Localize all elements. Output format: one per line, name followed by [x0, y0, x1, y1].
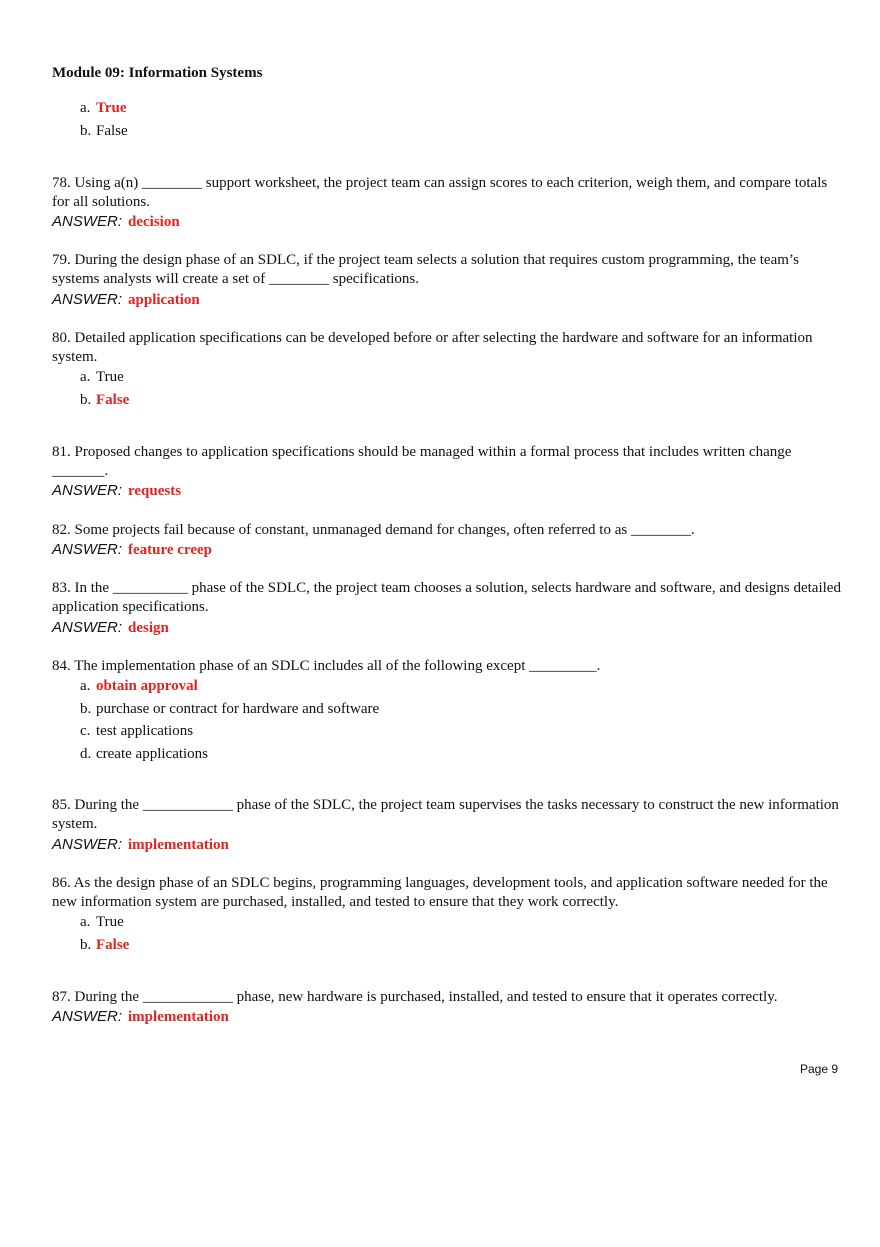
option-a: a. obtain approval [80, 678, 198, 694]
answer-83: ANSWER: design [52, 619, 169, 636]
option-b: b. False [80, 392, 130, 408]
answer-85: ANSWER: implementation [52, 836, 229, 853]
correct-option: False [96, 392, 130, 408]
correct-option: True [96, 100, 127, 116]
question-81: 81. Proposed changes to application specifications should be managed within a formal process that includes written change _______. [52, 444, 792, 479]
question-79: 79. During the design phase of an SDLC, if the project team selects a solution that requires custom programming, the team’s systems analysts will create a set of ________ specifications. [52, 252, 799, 287]
option-a: a. True [80, 369, 124, 385]
question-83: 83. In the __________ phase of the SDLC, the project team chooses a solution, selects hardware and software, and designs detailed application specifications. [52, 580, 841, 615]
answer-78: ANSWER: decision [52, 213, 180, 230]
answer-79: ANSWER: application [52, 291, 200, 308]
page-number: Page 9 [800, 1062, 839, 1076]
question-87: 87. During the ____________ phase, new hardware is purchased, installed, and tested to ensure that it operates correctly. [52, 989, 778, 1005]
answer-82: ANSWER: feature creep [52, 541, 213, 558]
question-85: 85. During the ____________ phase of the SDLC, the project team supervises the tasks necessary to construct the new information system. [52, 797, 839, 832]
question-80: 80. Detailed application specifications can be developed before or after selecting the hardware and software for an information system. [52, 330, 813, 365]
option-a: a. True [80, 914, 124, 930]
page-header: Module 09: Information Systems [52, 65, 263, 81]
correct-option: False [96, 937, 130, 953]
option-b: b. purchase or contract for hardware and software [80, 701, 380, 717]
option-b: b. False [80, 937, 130, 953]
question-86: 86. As the design phase of an SDLC begins, programming languages, development tools, and application software needed for the new information system are purchased, installed, and tested to ensure that they work correctly. [52, 875, 828, 910]
answer-81: ANSWER: requests [52, 482, 182, 499]
option-d: d. create applications [80, 746, 209, 762]
question-82: 82. Some projects fail because of constant, unmanaged demand for changes, often referred to as ________. [52, 522, 695, 538]
option-b: b. False [80, 123, 128, 139]
option-c: c. test applications [80, 723, 194, 739]
option-a: a. True [80, 100, 127, 116]
answer-87: ANSWER: implementation [52, 1008, 229, 1025]
question-78: 78. Using a(n) ________ support worksheet, the project team can assign scores to each criterion, weigh them, and compare totals for all solutions. [52, 175, 828, 210]
correct-option: obtain approval [96, 678, 198, 694]
question-84: 84. The implementation phase of an SDLC includes all of the following except _________. [52, 658, 601, 674]
